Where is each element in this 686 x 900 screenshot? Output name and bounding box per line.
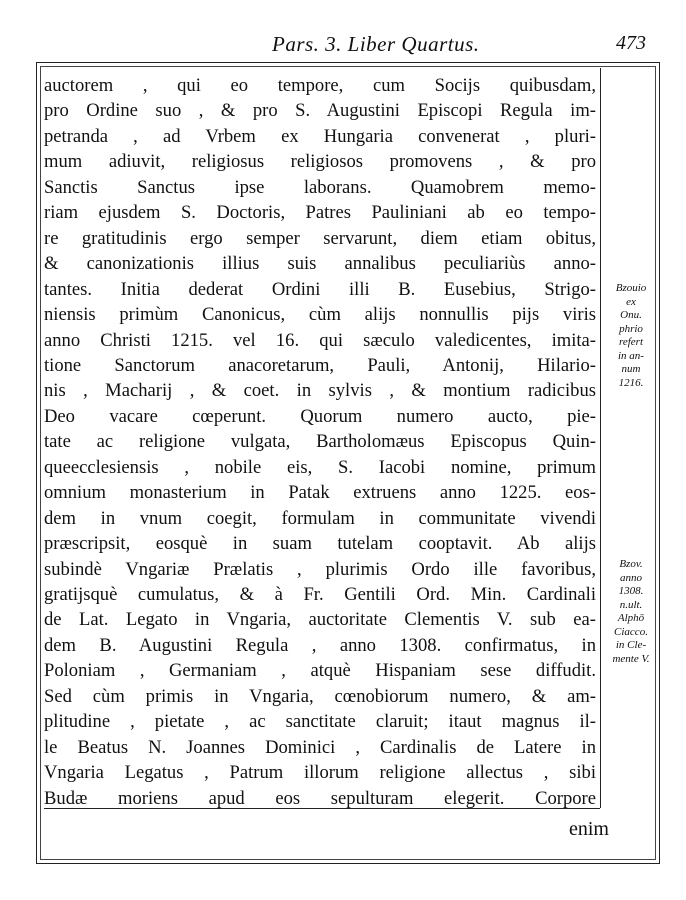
margin-note-line: in Cle- [615,639,647,651]
body-text-column [44,68,601,808]
text-line: nis , Macharij , & coet. in sylvis , & montium radicibus [44,380,596,402]
margin-note-line: mente V. [612,652,650,665]
text-line: anno Christi 1215. vel 16. qui sæculo valedicentes, imita- [44,329,596,351]
text-line: niensis primùm Canonicus, cùm alijs nonnullis pijs viris [44,304,596,326]
text-line: pro Ordine suo , & pro S. Augustini Episcopi Regula im- [44,100,596,122]
margin-note-line: Onu. [620,309,642,321]
margin-note-line: ex [626,295,636,308]
text-line: tantes. Initia dederat Ordini illi B. Eusebius, Strigo- [44,278,596,300]
text-line: Deo vacare cœperunt. Quorum numero aucto, pie- [44,405,596,427]
bottom-rule [44,808,600,809]
text-line: riam ejusdem S. Doctoris, Patres Pauliniani ab eo tempo- [44,202,596,224]
margin-note-bzovius-1216 [604,282,658,390]
text-line: Poloniam , Germaniam , atquè Hispaniam sese diffudit. [44,660,596,682]
margin-note-line: phrio [619,322,643,335]
text-line: & canonizationis illius suis annalibus peculiariùs anno- [44,253,596,275]
text-line: Sed cùm primis in Vngaria, cœnobiorum numero, & am- [44,685,596,707]
margin-note-line: 1216. [618,376,644,389]
running-head: Pars. 3. Liber Quartus. [272,32,480,56]
text-line: omnium monasterium in Patak extruens anno 1225. eos- [44,482,596,504]
margin-note-line: Bzouio [615,282,647,294]
margin-note-line: Bzov. [619,558,643,570]
text-line: dem in vnum coegit, formulam in communitate vivendi [44,507,596,529]
text-line: plitudine , pietate , ac sanctitate claruit; itaut magnus il- [44,711,596,733]
catchword: enim [569,818,609,840]
margin-note-bzovius-1308 [604,558,658,666]
margin-note-line: Ciacco. [614,625,648,638]
text-line: præscripsit, eosquè in suam tutelam cooptavit. Ab alijs [44,533,596,555]
text-line: queecclesiensis , nobile eis, S. Iacobi nomine, primum [44,456,596,478]
margin-note-line: anno [620,571,642,584]
text-line: tate ac religione vulgata, Bartholomæus Episcopus Quin- [44,431,596,453]
text-line: le Beatus N. Joannes Dominici , Cardinalis de Latere in [44,736,596,758]
margin-note-line: num [621,363,641,375]
text-line: Budæ moriens apud eos sepulturam elegerit. Corpore [44,787,596,809]
text-line: auctorem , qui eo tempore, cum Socijs quibusdam, [44,75,596,96]
text-line: tione Sanctorum anacoretarum, Pauli, Antonij, Hilario- [44,354,596,376]
margin-note-line: 1308. [618,585,644,597]
text-line: Vngaria Legatus , Patrum illorum religione allectus , sibi [44,762,596,784]
text-line: subindè Vngariæ Prælatis , plurimis Ordo ille favoribus, [44,558,596,580]
page-header [40,28,660,58]
margin-note-line: n.ult. [619,598,643,611]
text-line: re gratitudinis ergo semper servarunt, diem etiam obitus, [44,227,596,249]
text-line: dem B. Augustini Regula , anno 1308. confirmatus, in [44,634,596,656]
text-line: petranda , ad Vrbem ex Hungaria convenerat , pluri- [44,125,596,147]
text-line: Sanctis Sanctus ipse laborans. Quamobrem memo- [44,176,596,198]
text-line: gratijsquè cumulatus, & à Fr. Gentili Ord. Min. Cardinali [44,584,596,605]
page-number: 473 [616,32,646,54]
text-line: mum adiuvit, religiosus religiosos promovens , & pro [44,151,596,173]
margin-note-line: in an- [618,349,644,362]
text-line: de Lat. Legato in Vngaria, auctoritate Clementis V. sub ea- [44,609,596,631]
margin-note-line: refert [618,336,644,348]
margin-note-line: Alphō [617,612,645,624]
